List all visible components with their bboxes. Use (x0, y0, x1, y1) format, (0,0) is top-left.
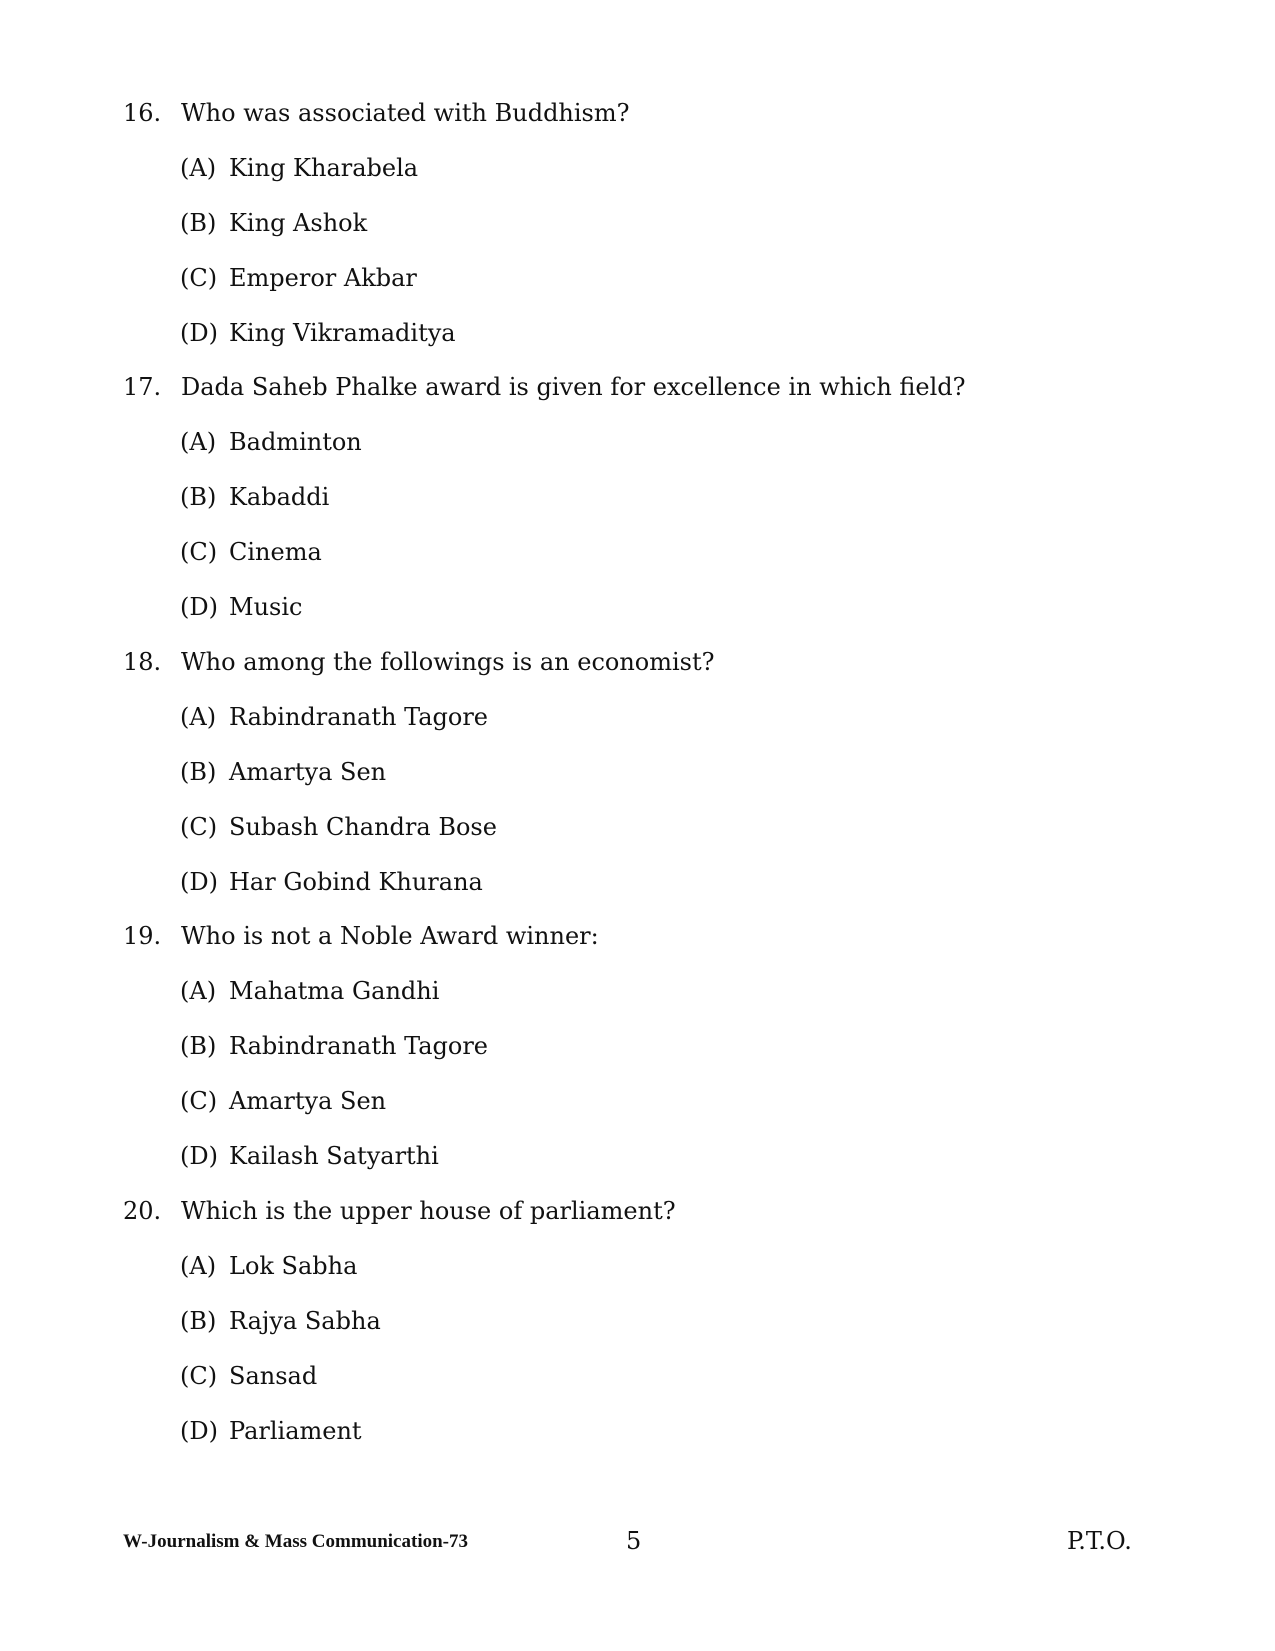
question-text: Who was associated with Buddhism? (181, 99, 630, 127)
option-text: Amartya Sen (229, 758, 387, 786)
question-text: Who among the followings is an economist? (181, 648, 715, 676)
option-letter: (D) (180, 319, 218, 347)
option-letter: (A) (180, 977, 217, 1005)
question-text: Who is not a Noble Award winner: (181, 922, 599, 950)
option-text: Har Gobind Khurana (229, 868, 483, 896)
option-text: Kabaddi (229, 483, 330, 511)
question-number: 18. (123, 648, 162, 676)
option-text: Badminton (229, 428, 362, 456)
question-number: 16. (123, 99, 162, 127)
option-letter: (A) (180, 154, 217, 182)
option-letter: (C) (180, 813, 218, 841)
option-text: Parliament (229, 1417, 362, 1445)
option-text: King Kharabela (229, 154, 419, 182)
question-text: Which is the upper house of parliament? (181, 1197, 676, 1225)
question-number: 19. (123, 922, 162, 950)
option-text: Amartya Sen (229, 1087, 387, 1115)
option-letter: (A) (180, 703, 217, 731)
option-text: Lok Sabha (229, 1252, 358, 1280)
option-text: Cinema (229, 538, 322, 566)
option-letter: (B) (180, 1307, 217, 1335)
option-letter: (C) (180, 1362, 218, 1390)
option-text: King Ashok (229, 209, 368, 237)
option-text: King Vikramaditya (229, 319, 456, 347)
question-number: 17. (123, 373, 162, 401)
option-letter: (B) (180, 209, 217, 237)
option-letter: (C) (180, 538, 218, 566)
option-letter: (B) (180, 1032, 217, 1060)
footer-paper-code: W-Journalism & Mass Communication-73 (123, 1531, 468, 1552)
footer-pto: P.T.O. (1067, 1527, 1132, 1555)
option-text: Rajya Sabha (229, 1307, 381, 1335)
question-number: 20. (123, 1197, 162, 1225)
footer-page-number: 5 (626, 1527, 642, 1555)
option-letter: (B) (180, 483, 217, 511)
option-letter: (D) (180, 868, 218, 896)
option-text: Rabindranath Tagore (229, 1032, 489, 1060)
option-text: Subash Chandra Bose (229, 813, 497, 841)
option-letter: (C) (180, 264, 218, 292)
option-text: Rabindranath Tagore (229, 703, 489, 731)
option-text: Kailash Satyarthi (229, 1142, 439, 1170)
option-letter: (D) (180, 1142, 218, 1170)
option-text: Music (229, 593, 303, 621)
option-letter: (C) (180, 1087, 218, 1115)
question-text: Dada Saheb Phalke award is given for excellence in which field? (181, 373, 966, 401)
option-letter: (A) (180, 428, 217, 456)
option-text: Emperor Akbar (229, 264, 417, 292)
option-text: Mahatma Gandhi (229, 977, 440, 1005)
option-letter: (D) (180, 593, 218, 621)
option-text: Sansad (229, 1362, 318, 1390)
option-letter: (A) (180, 1252, 217, 1280)
option-letter: (D) (180, 1417, 218, 1445)
option-letter: (B) (180, 758, 217, 786)
